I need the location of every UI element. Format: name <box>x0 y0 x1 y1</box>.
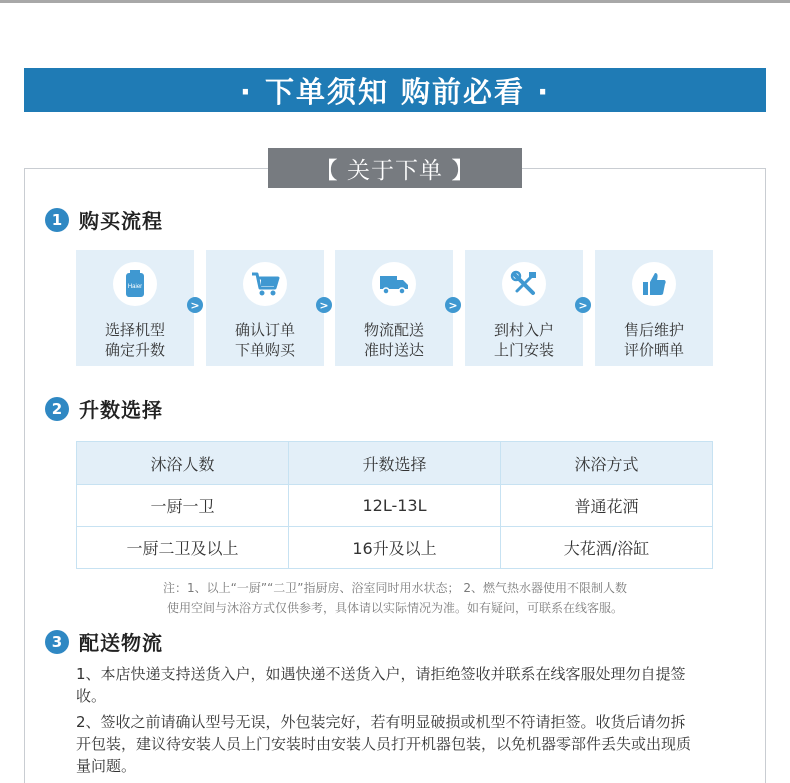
top-divider <box>0 0 790 3</box>
flow-arrow: > <box>187 297 203 313</box>
tools-icon <box>502 262 546 306</box>
flow-step-delivery <box>335 250 453 366</box>
section-1-heading <box>45 205 163 234</box>
table-header-cell: 沐浴人数 <box>150 454 215 474</box>
section-3-number: 3 <box>45 630 69 654</box>
delivery-paragraph-2: 2、签收之前请确认型号无误，外包装完好，若有明显破损或机型不符请拒签。收货后请勿拆开包装，建议待安装人员上门安装时由安装人员打开机器包装，以免机器零部件丢失或出现质量问题。 <box>76 713 692 775</box>
table-row <box>77 526 712 568</box>
table-header-cell: 升数选择 <box>288 442 500 484</box>
section-2-title: 升数选择 <box>79 398 163 422</box>
flow-arrow: > <box>316 297 332 313</box>
flow-step-line: 售后维护 <box>623 321 684 339</box>
flow-step-installation <box>465 250 583 366</box>
flow-step-line: 选择机型 <box>104 321 165 339</box>
table-note <box>100 578 690 618</box>
table-cell: 大花洒/浴缸 <box>500 527 712 568</box>
flow-step-label <box>494 320 554 360</box>
section-3-heading <box>45 627 163 656</box>
table-header-row <box>77 442 712 484</box>
flow-step-line: 到村入户 <box>493 321 554 339</box>
flow-step-line: 物流配送 <box>363 321 424 339</box>
delivery-paragraph-1: 1、本店快递支持送货入户，如遇快递不送货入户，请拒绝签收并联系在线客服处理勿自提签收。 <box>76 665 686 705</box>
flow-step-line: 下单购买 <box>234 341 295 359</box>
table-row <box>77 484 712 526</box>
section-2-heading <box>45 394 163 423</box>
thumbs-up-icon <box>632 262 676 306</box>
section-3-title: 配送物流 <box>79 631 163 655</box>
flow-step-line: 准时送达 <box>363 341 424 359</box>
table-cell: 一厨一卫 <box>150 497 215 516</box>
banner-title: · 下单须知 购前必看 · <box>239 74 551 109</box>
flow-step-line: 上门安装 <box>493 341 554 359</box>
flow-step-select-model <box>76 250 194 366</box>
note-line-2: 使用空间与沐浴方式仅供参考，具体请以实际情况为准。如有疑问，可联系在线客服。 <box>166 601 623 615</box>
flow-step-confirm-order <box>206 250 324 366</box>
capacity-table <box>76 441 713 569</box>
table-header-cell: 沐浴方式 <box>500 442 712 484</box>
notice-banner <box>24 68 766 112</box>
table-cell: 普通花洒 <box>500 485 712 526</box>
table-cell: 16升及以上 <box>288 527 500 568</box>
flow-step-line: 确认订单 <box>234 321 295 339</box>
table-cell: 12L-13L <box>288 485 500 526</box>
section-1-number: 1 <box>45 208 69 232</box>
svg-text:Haier: Haier <box>127 284 143 290</box>
delivery-truck-icon <box>372 262 416 306</box>
section-tag: 【 关于下单 】 <box>268 148 522 188</box>
note-line-1: 注：1、以上“一厨”“二卫”指厨房、浴室同时用水状态； 2、燃气热水器使用不限制人数 <box>163 581 627 595</box>
flow-arrow: > <box>575 297 591 313</box>
table-cell: 一厨二卫及以上 <box>126 539 239 558</box>
flow-step-label <box>624 320 684 360</box>
shopping-cart-icon <box>243 262 287 306</box>
flow-step-line: 确定升数 <box>104 341 165 359</box>
flow-step-label <box>105 320 165 360</box>
section-2-number: 2 <box>45 397 69 421</box>
flow-arrow: > <box>445 297 461 313</box>
section-1-title: 购买流程 <box>79 209 163 233</box>
water-heater-icon <box>113 262 157 306</box>
flow-step-label <box>235 320 295 360</box>
flow-step-line: 评价晒单 <box>623 341 684 359</box>
flow-step-label <box>364 320 424 360</box>
flow-step-after-sales <box>595 250 713 366</box>
